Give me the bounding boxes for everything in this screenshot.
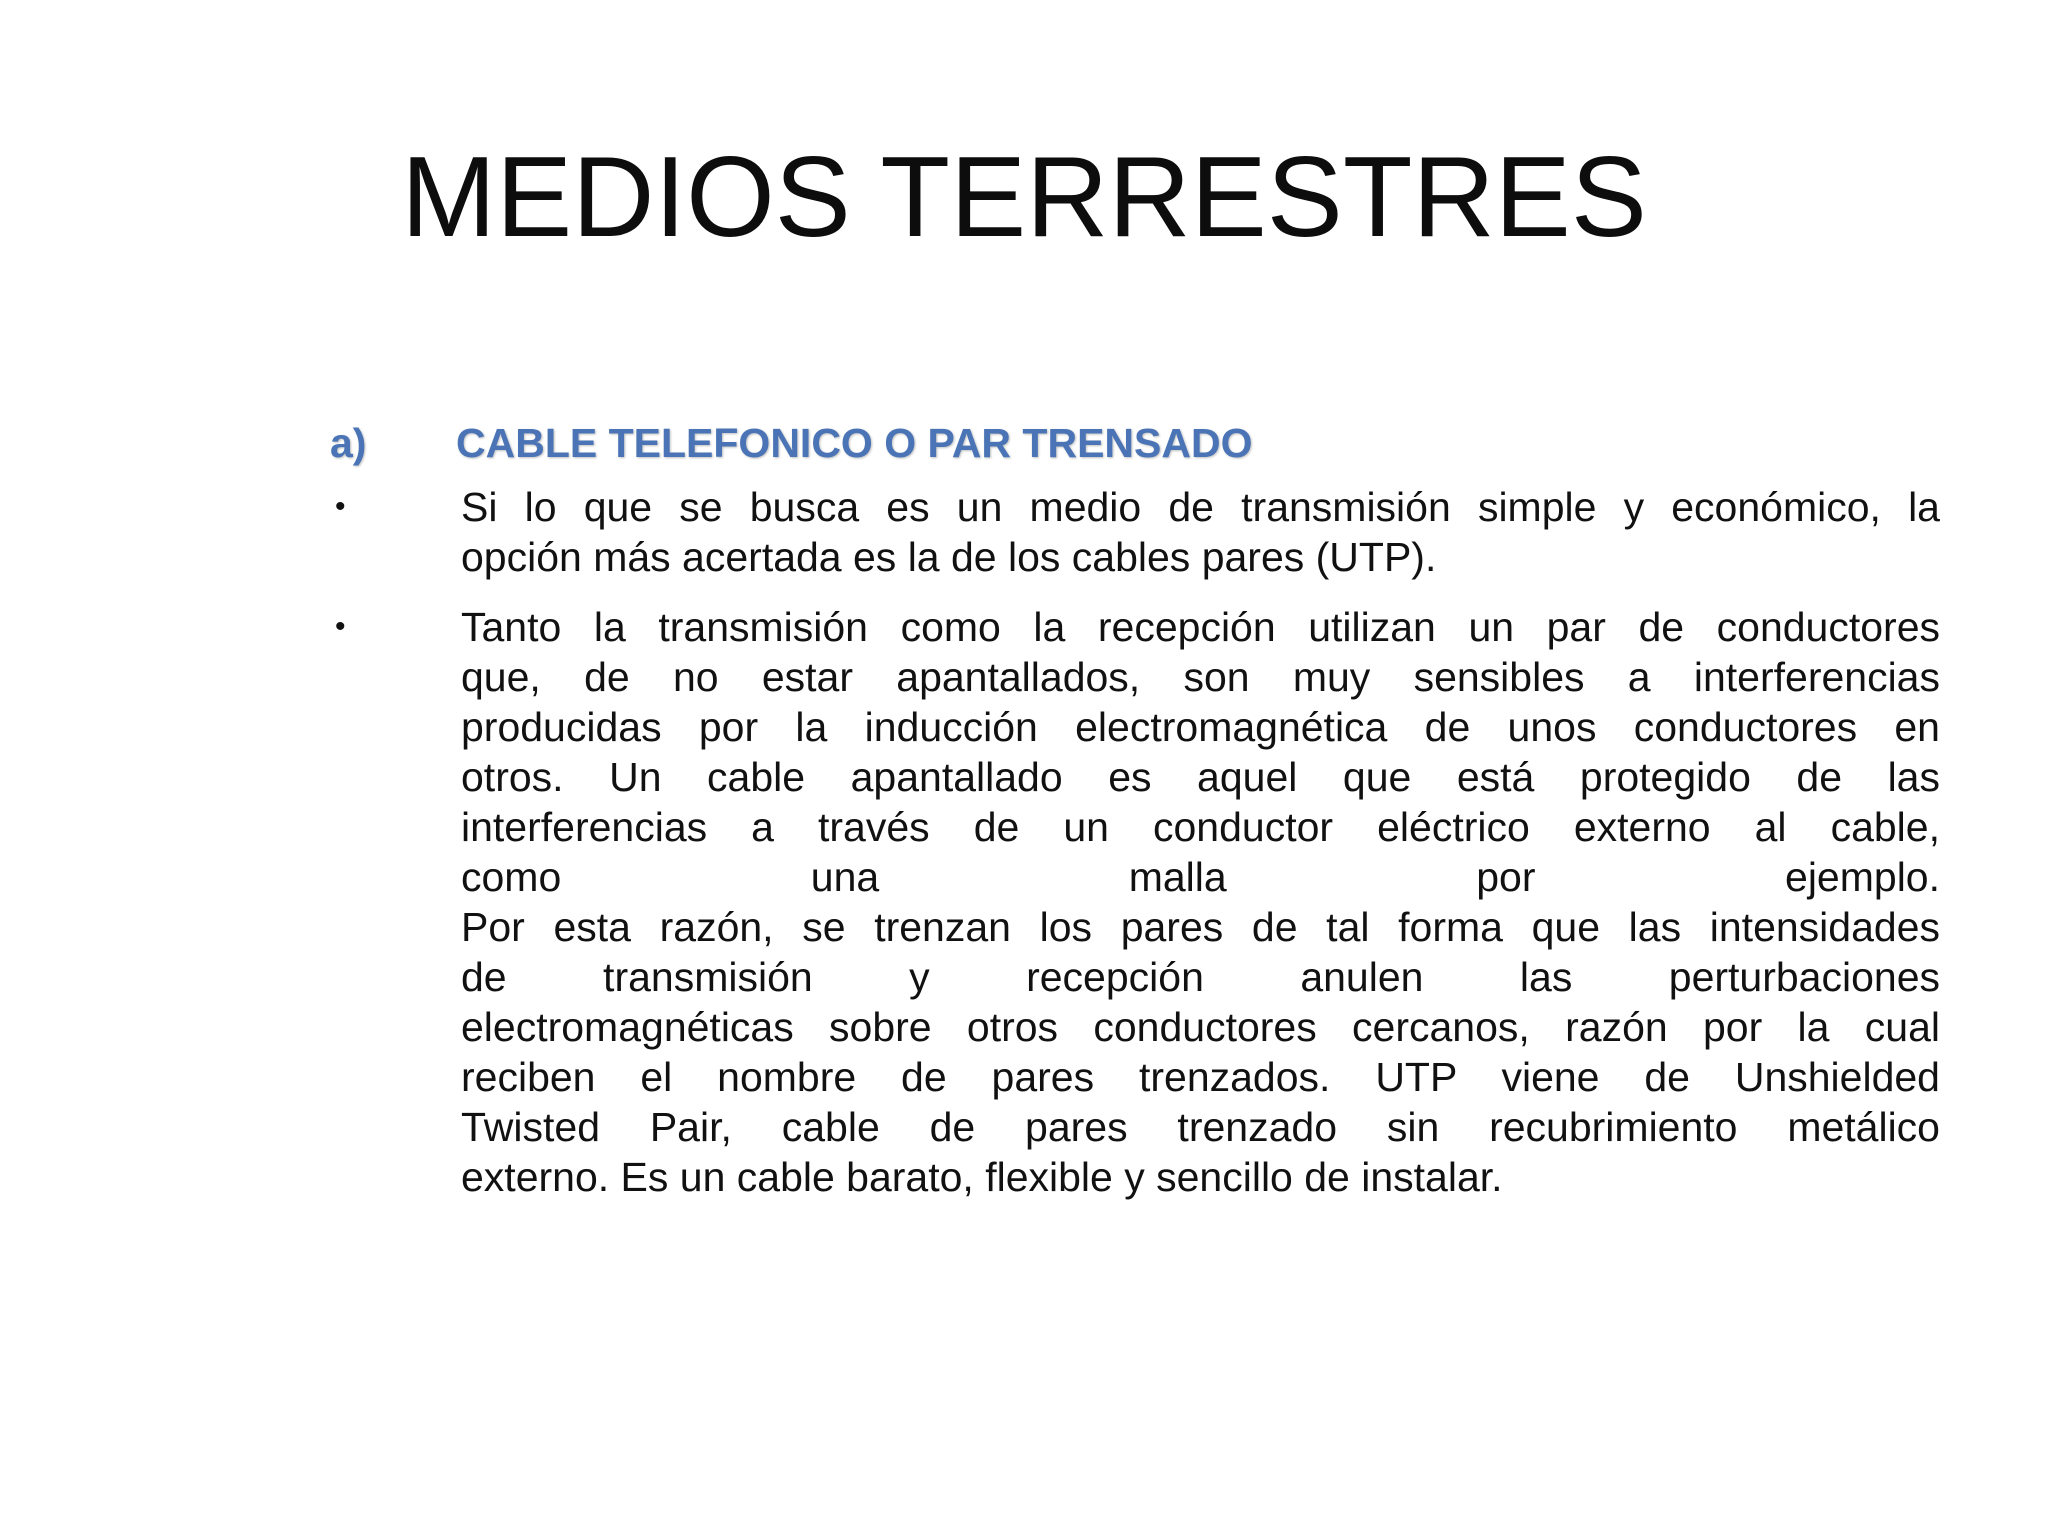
bullet-icon: •	[335, 610, 346, 643]
bullet-item-1	[330, 482, 1940, 582]
text-line: Por esta razón, se trenzan los pares de tal forma que las intensidades	[461, 904, 1940, 950]
text-line: otros. Un cable apantallado es aquel que está protegido de las	[461, 754, 1940, 800]
bullet-text-2	[461, 602, 1940, 1202]
bullet-text-1	[461, 482, 1940, 582]
text-line: electromagnéticas sobre otros conductores cercanos, razón por la cual	[461, 1004, 1940, 1050]
text-line: como una malla por ejemplo.	[461, 854, 1940, 900]
text-line: que, de no estar apantallados, son muy sensibles a interferencias	[461, 654, 1940, 700]
text-line: externo. Es un cable barato, flexible y sencillo de instalar.	[461, 1154, 1503, 1200]
text-line: Si lo que se busca es un medio de transmisión simple y económico, la	[461, 484, 1940, 530]
text-line: reciben el nombre de pares trenzados. UTP viene de Unshielded	[461, 1054, 1940, 1100]
section-marker: a)	[330, 420, 367, 466]
section-heading	[330, 418, 1940, 468]
text-line: opción más acertada es la de los cables pares (UTP).	[461, 534, 1437, 580]
bullet-icon: •	[335, 490, 346, 523]
slide-title: MEDIOS TERRESTRES	[401, 134, 1647, 261]
text-line: de transmisión y recepción anulen las perturbaciones	[461, 954, 1940, 1000]
bullet-item-2	[330, 602, 1940, 1202]
text-line: producidas por la inducción electromagnética de unos conductores en	[461, 704, 1940, 750]
text-line: Twisted Pair, cable de pares trenzado sin recubrimiento metálico	[461, 1104, 1940, 1150]
text-line: Tanto la transmisión como la recepción utilizan un par de conductores	[461, 604, 1940, 650]
section-title: CABLE TELEFONICO O PAR TRENSADO	[456, 420, 1253, 466]
slide-content	[330, 418, 1940, 1222]
text-line: interferencias a través de un conductor eléctrico externo al cable,	[461, 804, 1940, 850]
